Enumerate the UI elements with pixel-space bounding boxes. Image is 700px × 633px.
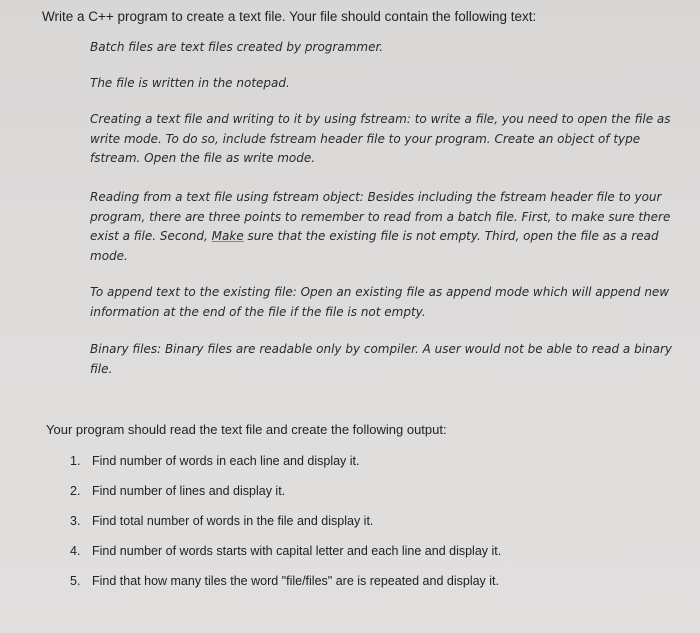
list-item-text: Find number of lines and display it. xyxy=(92,484,286,498)
list-item xyxy=(70,512,501,542)
list-item-text: Find number of words in each line and display it. xyxy=(92,454,360,468)
file-text-paragraph-1: Batch files are text files created by programmer. xyxy=(90,40,384,54)
list-item-text: Find total number of words in the file and display it. xyxy=(92,514,374,528)
list-item-text: Find that how many tiles the word "file/files" are is repeated and display it. xyxy=(92,574,499,588)
file-text-paragraph-6: Binary files: Binary files are readable only by compiler. A user would not be able to read a binary file. xyxy=(90,342,673,376)
list-item-number: 5. xyxy=(70,574,81,588)
list-item xyxy=(70,572,501,602)
file-text-paragraph-2: The file is written in the notepad. xyxy=(90,76,290,90)
list-item-text: Find number of words starts with capital letter and each line and display it. xyxy=(92,544,502,558)
paragraph-4-text-start: Reading from a text file using fstream object: Besides including the fstream header file to your program, there are three points to remember to read from a batch file. First, to make sure there exist a file. Second, xyxy=(90,190,671,243)
list-item-number: 4. xyxy=(70,544,81,558)
task-list xyxy=(70,452,501,602)
list-item xyxy=(70,482,501,512)
list-item xyxy=(70,542,501,572)
file-text-paragraph-4 xyxy=(90,188,675,266)
list-item-number: 3. xyxy=(70,514,81,528)
list-item-number: 2. xyxy=(70,484,81,498)
file-text-paragraph-5: To append text to the existing file: Open an existing file as append mode which will append new information at the end of the file if the file is not empty. xyxy=(90,285,670,319)
list-item-number: 1. xyxy=(70,454,81,468)
file-text-paragraph-3: Creating a text file and writing to it by using fstream: to write a file, you need to open the file as write mode. To do so, include fstream header file to your program. Create an object of type fstream. Open the file as write mode. xyxy=(90,112,671,165)
output-heading: Your program should read the text file and create the following output: xyxy=(46,422,447,437)
list-item xyxy=(70,452,501,482)
assignment-heading: Write a C++ program to create a text file. Your file should contain the following text: xyxy=(42,9,537,24)
paragraph-4-text-end: sure that the existing file is not empty. Third, open the file as a read mode. xyxy=(90,229,659,263)
spellcheck-underlined-word: Make xyxy=(211,229,244,243)
